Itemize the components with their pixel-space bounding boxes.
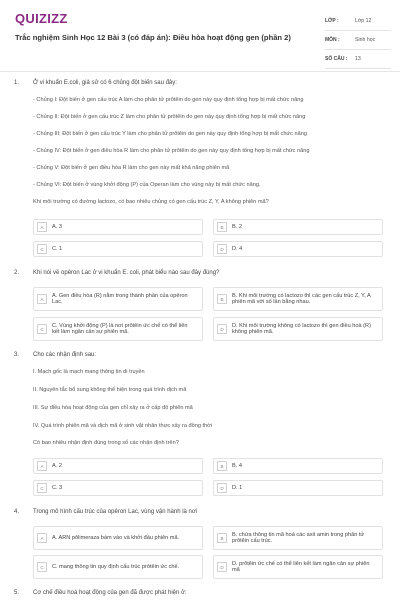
option-c[interactable]	[33, 555, 203, 579]
question-text: Trong mô hình cấu trúc của opêron Lac, vùng vận hành là nơi	[33, 509, 198, 515]
meta-label: LỚP :	[325, 18, 339, 24]
question-number: 2.	[14, 270, 20, 276]
option-a[interactable]	[33, 458, 203, 474]
question-statement: - Chủng III: Đột biến ở gen cấu trúc Y làm cho phân tử prôtêin do gen này quy định tổng hợp bị mất chức năng	[33, 131, 307, 137]
option-letter-badge: C	[37, 483, 47, 493]
option-letter-badge: C	[37, 562, 47, 572]
question-text: Cơ chế điều hoà hoạt động của gen đã được phát hiện ở:	[33, 590, 187, 596]
meta-value: 13	[355, 56, 361, 62]
option-text: D. 4	[232, 245, 243, 252]
option-text: A. 3	[52, 223, 62, 230]
option-d[interactable]	[213, 480, 383, 496]
option-text: B. 4	[232, 462, 242, 469]
option-text: B. Khi môi trường có lactozo thì các gen cấu trúc Z, Y, A phiên mã với số lần bằng nhau.	[232, 292, 371, 305]
option-c[interactable]	[33, 317, 203, 341]
question-statement: IV. Quá trình phiên mã và dịch mã ở sinh vật nhân thực xảy ra đồng thời	[33, 423, 213, 429]
option-letter-badge: A	[37, 533, 47, 543]
question-text: Ở vi khuẩn E.coli, giả sử có 6 chủng đột biến sau đây:	[33, 80, 177, 86]
option-text: A. ARN pôlimeraza bám vào và khởi đầu phiên mã.	[52, 534, 180, 541]
option-letter-badge: C	[37, 244, 47, 254]
option-c[interactable]	[33, 480, 203, 496]
option-letter-badge: C	[37, 324, 47, 334]
question-ask: Khi môi trường có đường lactozo, có bao nhiêu chủng có gen cấu trúc Z, Y, A không phiên mã?	[33, 199, 269, 205]
question-statement: - Chủng II: Đột biến ở gen cấu trúc Z làm cho phân tử prôtêin do gen này quy định tổng hợp bị mất chức năng	[33, 114, 306, 120]
option-text: D. prôtêin ức chế có thể liên kết làm ngăn cản sự phiên mã	[232, 560, 370, 573]
option-letter-badge: D	[217, 244, 227, 254]
option-text: B. chứa thông tin mã hoá các axit amin trong phân tử prôtêin cấu trúc.	[232, 531, 365, 544]
header-divider	[0, 71, 400, 72]
question-ask: Có bao nhiêu nhận định đúng trong số các nhận định trên?	[33, 440, 179, 446]
option-c[interactable]	[33, 241, 203, 257]
question-statement: I. Mạch gốc là mạch mang thông tin di truyền	[33, 369, 145, 375]
meta-label: SỐ CÂU :	[325, 56, 348, 62]
question-text: Khi nói về opêron Lac ở vi khuẩn E. coli, phát biểu nào sau đây đúng?	[33, 270, 220, 276]
option-a[interactable]	[33, 526, 203, 550]
meta-subject-row	[325, 31, 391, 50]
option-text: A. Gen điều hòa (R) nằm trong thành phần của opêron Lac.	[52, 292, 188, 305]
meta-value: Sinh học	[355, 37, 376, 43]
meta-value: Lớp 12	[355, 18, 372, 24]
meta-count-row	[325, 50, 391, 69]
meta-label: MÔN :	[325, 37, 340, 43]
option-b[interactable]	[213, 458, 383, 474]
option-text: D. 1	[232, 484, 243, 491]
option-text: C. Vùng khởi động (P) là nơi prôtêin ức chế có thể liên kết làm ngăn cản sự phiên mã.	[52, 322, 188, 335]
question-number: 3.	[14, 352, 20, 358]
option-letter-badge: A	[37, 461, 47, 471]
option-letter-badge: A	[37, 222, 47, 232]
option-d[interactable]	[213, 555, 383, 579]
brand-logo[interactable]: QUIZIZZ	[15, 11, 68, 26]
question-text: Cho các nhận định sau:	[33, 352, 97, 358]
option-text: A. 2	[52, 462, 62, 469]
question-number: 4.	[14, 509, 20, 515]
question-statement: - Chủng IV: Đột biến ở gen điều hòa R làm cho phân tử prôtêin do gen này quy định tổng hợp bị mất chức năng	[33, 148, 310, 154]
option-letter-badge: B	[217, 222, 227, 232]
option-letter-badge: D	[217, 483, 227, 493]
option-b[interactable]	[213, 526, 383, 550]
quiz-header	[0, 0, 400, 68]
option-letter-badge: D	[217, 324, 227, 334]
question-statement: II. Nguyên tắc bổ sung không thể hiện trong quá trình dịch mã	[33, 387, 187, 393]
option-d[interactable]	[213, 317, 383, 341]
question-statement: - Chủng I: Đột biến ở gen cấu trúc A làm cho phân tử prôtêin do gen này quy định tổng hợp bị mất chức năng	[33, 97, 304, 103]
question-statement: - Chủng VI: Đột biến ở vùng khởi động (P) của Operan làm cho vùng này bị mất chức năng.	[33, 182, 261, 188]
option-a[interactable]	[33, 287, 203, 311]
option-b[interactable]	[213, 219, 383, 235]
option-letter-badge: B	[217, 461, 227, 471]
option-b[interactable]	[213, 287, 383, 311]
option-a[interactable]	[33, 219, 203, 235]
meta-class-row	[325, 12, 391, 31]
option-text: C. 3	[52, 484, 63, 491]
question-number: 5.	[14, 590, 20, 596]
option-text: D. Khi môi trường không có lactozo thì gen điều hoà (R) không phiên mã.	[232, 322, 371, 335]
option-text: C. 1	[52, 245, 63, 252]
question-number: 1.	[14, 80, 20, 86]
question-statement: III. Sự điều hòa hoạt động của gen chỉ xảy ra ở cấp độ phiên mã	[33, 405, 193, 411]
option-letter-badge: D	[217, 562, 227, 572]
option-letter-badge: A	[37, 294, 47, 304]
option-letter-badge: B	[217, 533, 227, 543]
option-text: B. 2	[232, 223, 242, 230]
option-d[interactable]	[213, 241, 383, 257]
page-title: Trắc nghiệm Sinh Học 12 Bài 3 (có đáp án): Điều hòa hoạt động gen (phần 2)	[15, 33, 291, 42]
option-text: C. mang thông tin quy định cấu trúc prôtêin ức chế.	[52, 563, 180, 570]
option-letter-badge: B	[217, 294, 227, 304]
quiz-meta	[325, 12, 391, 69]
question-statement: - Chủng V: Đột biến ở gen điều hòa R làm cho gen này mất khả năng phiên mã	[33, 165, 230, 171]
